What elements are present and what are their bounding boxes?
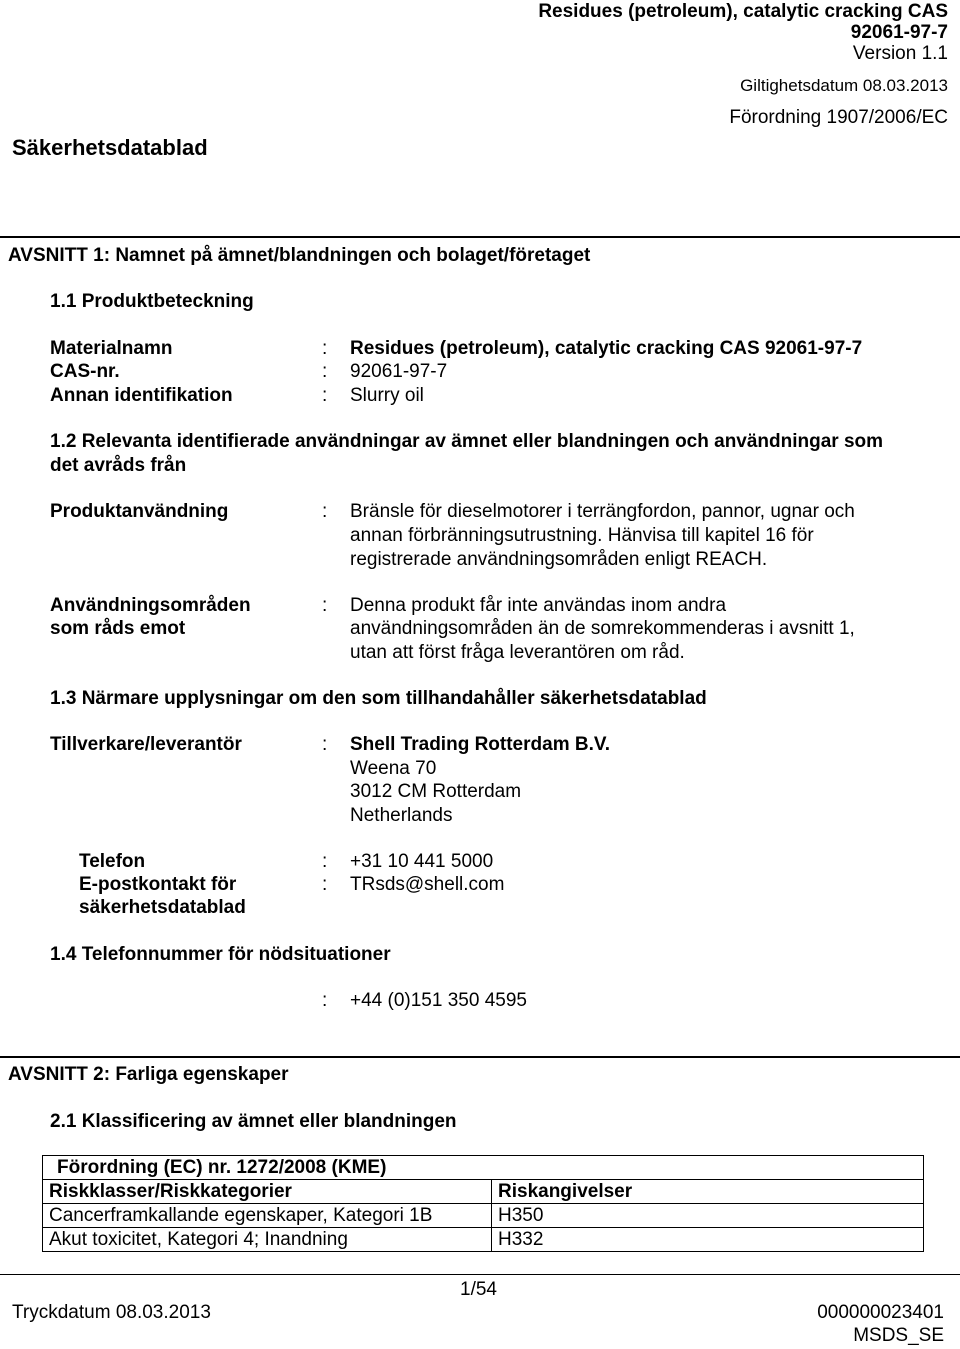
subsection-1-1-heading: 1.1 Produktbeteckning bbox=[50, 291, 254, 312]
header-validity: Giltighetsdatum 08.03.2013 bbox=[740, 76, 948, 95]
document-number: 000000023401 bbox=[817, 1302, 944, 1323]
subsection-1-4-heading: 1.4 Telefonnummer för nödsituationer bbox=[50, 944, 391, 965]
table-row bbox=[43, 1228, 924, 1252]
advised-against-line: utan att först fråga leverantören om råd. bbox=[350, 642, 685, 663]
supplier-name: Shell Trading Rotterdam B.V. bbox=[350, 734, 611, 755]
section1-heading: AVSNITT 1: Namnet på ämnet/blandningen och bolaget/företaget bbox=[8, 245, 591, 266]
product-use-line: registrerade användningsområden enligt REACH. bbox=[350, 549, 768, 570]
table-title-row bbox=[43, 1156, 924, 1180]
cas-number-label: CAS-nr. bbox=[50, 361, 120, 382]
product-use-label: Produktanvändning bbox=[50, 501, 229, 522]
table-header-cell: Riskangivelser bbox=[492, 1180, 924, 1204]
supplier-address-line: Weena 70 bbox=[350, 758, 437, 779]
header-version: Version 1.1 bbox=[852, 43, 948, 64]
cas-number-value: 92061-97-7 bbox=[350, 361, 448, 382]
emergency-phone-value: +44 (0)151 350 4595 bbox=[350, 990, 527, 1011]
email-value: TRsds@shell.com bbox=[350, 874, 505, 895]
subsection-1-2-heading-line1: 1.2 Relevanta identifierade användningar av ämnet eller blandningen och användningar som bbox=[50, 431, 884, 452]
phone-value: +31 10 441 5000 bbox=[350, 851, 494, 872]
document-code: MSDS_SE bbox=[853, 1325, 944, 1346]
supplier-colon: : bbox=[322, 734, 328, 755]
table-row bbox=[43, 1204, 924, 1228]
advised-against-line: användningsområden än de somrekommenderas i avsnitt 1, bbox=[350, 618, 855, 639]
other-id-label: Annan identifikation bbox=[50, 385, 233, 406]
product-use-colon: : bbox=[322, 501, 328, 522]
advised-against-line: Denna produkt får inte användas inom andra bbox=[350, 595, 727, 616]
table-header-cell: Riskklasser/Riskkategorier bbox=[43, 1180, 492, 1204]
table-title-cell bbox=[43, 1156, 924, 1180]
advised-against-colon: : bbox=[322, 595, 328, 616]
subsection-2-1-heading: 2.1 Klassificering av ämnet eller blandningen bbox=[50, 1111, 457, 1132]
footer-rule bbox=[0, 1274, 960, 1275]
product-use-line: annan förbränningsutrustning. Hänvisa till kapitel 16 för bbox=[350, 525, 814, 546]
table-header-row bbox=[43, 1180, 924, 1204]
product-use-line: Bränsle för dieselmotorer i terrängfordon, pannor, ugnar och bbox=[350, 501, 855, 522]
print-date: Tryckdatum 08.03.2013 bbox=[12, 1302, 211, 1323]
table-cell: H350 bbox=[492, 1204, 924, 1228]
emergency-colon: : bbox=[322, 990, 328, 1011]
table-title: Förordning (EC) nr. 1272/2008 (KME) bbox=[57, 1156, 387, 1178]
table-cell: Akut toxicitet, Kategori 4; Inandning bbox=[43, 1228, 492, 1252]
supplier-label: Tillverkare/leverantör bbox=[50, 734, 242, 755]
phone-label: Telefon bbox=[79, 851, 146, 872]
material-name-value: Residues (petroleum), catalytic cracking CAS 92061-97-7 bbox=[350, 338, 863, 359]
section2-top-rule bbox=[0, 1056, 960, 1058]
supplier-address-line: Netherlands bbox=[350, 805, 453, 826]
document-title: Säkerhetsdatablad bbox=[12, 135, 208, 160]
supplier-address-line: 3012 CM Rotterdam bbox=[350, 781, 522, 802]
subsection-1-2-heading-line2: det avråds från bbox=[50, 455, 187, 476]
phone-colon: : bbox=[322, 851, 328, 872]
page-number: 1/54 bbox=[460, 1279, 497, 1300]
email-label-line1: E-postkontakt för bbox=[79, 874, 237, 895]
email-label-line2: säkerhetsdatablad bbox=[79, 897, 246, 918]
table-cell: Cancerframkallande egenskaper, Kategori 1B bbox=[43, 1204, 492, 1228]
advised-against-label-line1: Användningsområden bbox=[50, 595, 251, 616]
material-name-label: Materialnamn bbox=[50, 338, 173, 359]
classification-table bbox=[42, 1155, 924, 1252]
other-id-value: Slurry oil bbox=[350, 385, 424, 406]
cas-number-colon: : bbox=[322, 361, 328, 382]
section2-heading: AVSNITT 2: Farliga egenskaper bbox=[8, 1064, 289, 1085]
header-product-title: Residues (petroleum), catalytic cracking CAS bbox=[538, 1, 948, 22]
other-id-colon: : bbox=[322, 385, 328, 406]
section1-top-rule bbox=[0, 236, 960, 238]
subsection-1-3-heading: 1.3 Närmare upplysningar om den som tillhandahåller säkerhetsdatablad bbox=[50, 688, 707, 709]
table-cell: H332 bbox=[492, 1228, 924, 1252]
advised-against-label-line2: som råds emot bbox=[50, 618, 186, 639]
header-cas: 92061-97-7 bbox=[850, 22, 948, 43]
header-regulation: Förordning 1907/2006/EC bbox=[729, 107, 948, 128]
material-name-colon: : bbox=[322, 338, 328, 359]
email-colon: : bbox=[322, 874, 328, 895]
